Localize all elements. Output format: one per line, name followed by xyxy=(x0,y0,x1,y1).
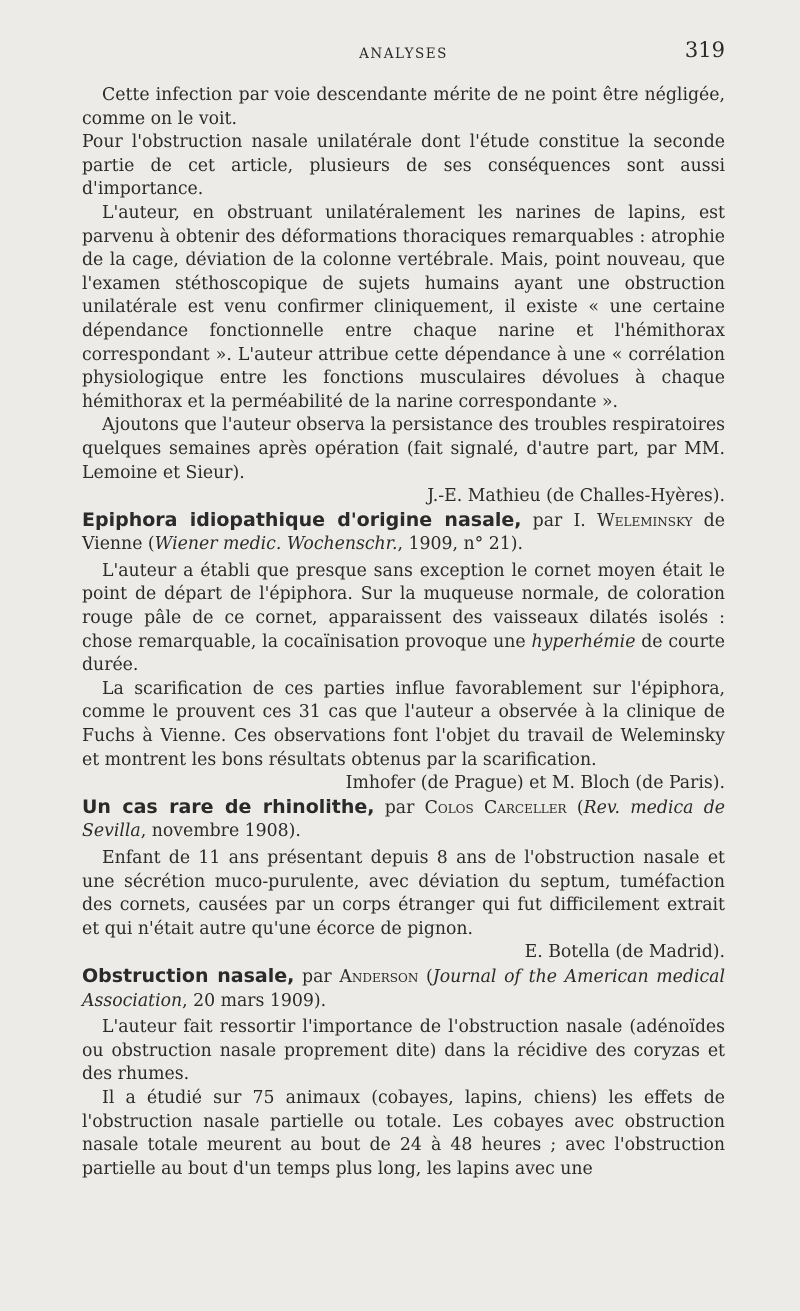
article-1-author: I. Weleminsky xyxy=(573,510,693,531)
article-3-paragraph-2: Il a étudié sur 75 animaux (cobayes, lapins, chiens) les effets de l'obstruction nasale partielle ou totale. Les cobayes avec obstruction nasale totale meurent au bout de 24 à 48 heures ; avec l'obstruction partielle au bout d'un temps plus long, les lapins avec une xyxy=(82,1087,725,1179)
article-2-by: par xyxy=(374,797,425,818)
article-1-heading xyxy=(82,509,725,557)
intro-paragraph-2: Pour l'obstruction nasale unilatérale dont l'étude constitue la seconde partie de cet article, plusieurs de ses conséquences sont aussi d'importance. xyxy=(82,132,725,200)
article-3-heading xyxy=(82,965,725,1013)
article-1-paragraph-1 xyxy=(82,560,725,678)
intro-paragraph-4 xyxy=(82,414,725,485)
article-1-p1-text: L'auteur a établi que presque sans exception le cornet moyen était le point de départ de l'épiphora. Sur la muqueuse normale, de coloration rouge pâle de ce cornet, apparaissent des vaisseaux dilatés isolés : chose remarquable, la cocaïnisation provoque une xyxy=(82,560,725,652)
page-header xyxy=(82,38,725,68)
article-2-title: Un cas rare de rhinolithe, xyxy=(82,795,375,818)
article-2-open: ( xyxy=(566,797,584,818)
article-2-paragraph-1: Enfant de 11 ans présentant depuis 8 ans de l'obstruction nasale et une sécrétion muco-purulente, avec déviation du septum, tuméfaction des cornets, causées par un corps étranger qui fut difficilement extrait et qui n'était autre qu'une écorce de pignon. xyxy=(82,848,725,939)
article-3-author: Anderson xyxy=(339,966,419,987)
intro-paragraph-1: Cette infection par voie descendante mérite de ne point être négligée, comme on le voit. xyxy=(82,85,725,129)
article-2-signature: E. Botella (de Madrid). xyxy=(524,942,725,963)
article-3-paragraph-1: L'auteur fait ressortir l'importance de l'obstruction nasale (adénoïdes ou obstruction nasale proprement dite) dans la récidive des coryzas et des rhumes. xyxy=(82,1017,725,1085)
article-1-paragraph-2: La scarification de ces parties influe favorablement sur l'épiphora, comme le prouvent ces 31 cas que l'auteur a observée à la clinique de Fuchs à Vienne. Ces observations font l'objet du travail de Weleminsky et montrent les bons résultats obtenus par la scarification. xyxy=(82,678,725,770)
article-2-journal: Rev. medica de Sevilla xyxy=(82,797,725,842)
article-1-ref: , 1909, n° 21). xyxy=(397,534,523,555)
intro-signature: J.-E. Mathieu (de Challes-Hyères). xyxy=(427,486,725,507)
article-1-place: de Vienne ( xyxy=(82,510,725,555)
article-1-journal: Wiener medic. Wochenschr. xyxy=(154,534,398,555)
article-3-open: ( xyxy=(418,966,433,987)
page-number: 319 xyxy=(684,38,725,62)
article-2-heading xyxy=(82,796,725,844)
article-2-ref: , novembre 1908). xyxy=(140,821,301,842)
article-3-ref: , 20 mars 1909). xyxy=(182,990,327,1011)
page-body xyxy=(82,84,725,1181)
article-3-journal: Journal of the American medical Association xyxy=(82,966,725,1011)
article-1-emphasis: hyperhémie xyxy=(531,631,636,652)
article-3-by: par xyxy=(294,966,340,987)
article-1-p1-text-end: de courte durée. xyxy=(82,631,725,676)
article-3-title: Obstruction nasale, xyxy=(82,964,295,987)
article-1-title: Epiphora idiopathique d'origine nasale, xyxy=(82,508,522,531)
article-2-author: Colos Carceller xyxy=(424,797,567,818)
running-head: ANALYSES xyxy=(359,46,448,62)
intro-paragraph-3: L'auteur, en obstruant unilatéralement les narines de lapins, est parvenu à obtenir des déformations thoraciques remarquables : atrophie de la cage, déviation de la colonne vertébrale. Mais, point nouveau, que l'examen stéthoscopique de sujets humains ayant une obstruction unilatérale est venu confirmer cliniquement, il existe « une certaine dépendance fonctionnelle entre chaque narine et l'hémithorax correspondant ». L'auteur attribue cette dépendance à une « corrélation physiologique entre les fonctions musculaires dévolues à chaque hémithorax et la perméabilité de la narine correspondante ». xyxy=(82,202,725,412)
intro-paragraph-4-text: Ajoutons que l'auteur observa la persistance des troubles respiratoires quelques semaines après opération (fait signalé, d'autre part, par MM. Lemoine et Sieur). xyxy=(82,415,725,483)
article-1-signature: Imhofer (de Prague) et M. Bloch (de Paris). xyxy=(345,773,725,794)
article-1-by: par xyxy=(521,510,574,531)
